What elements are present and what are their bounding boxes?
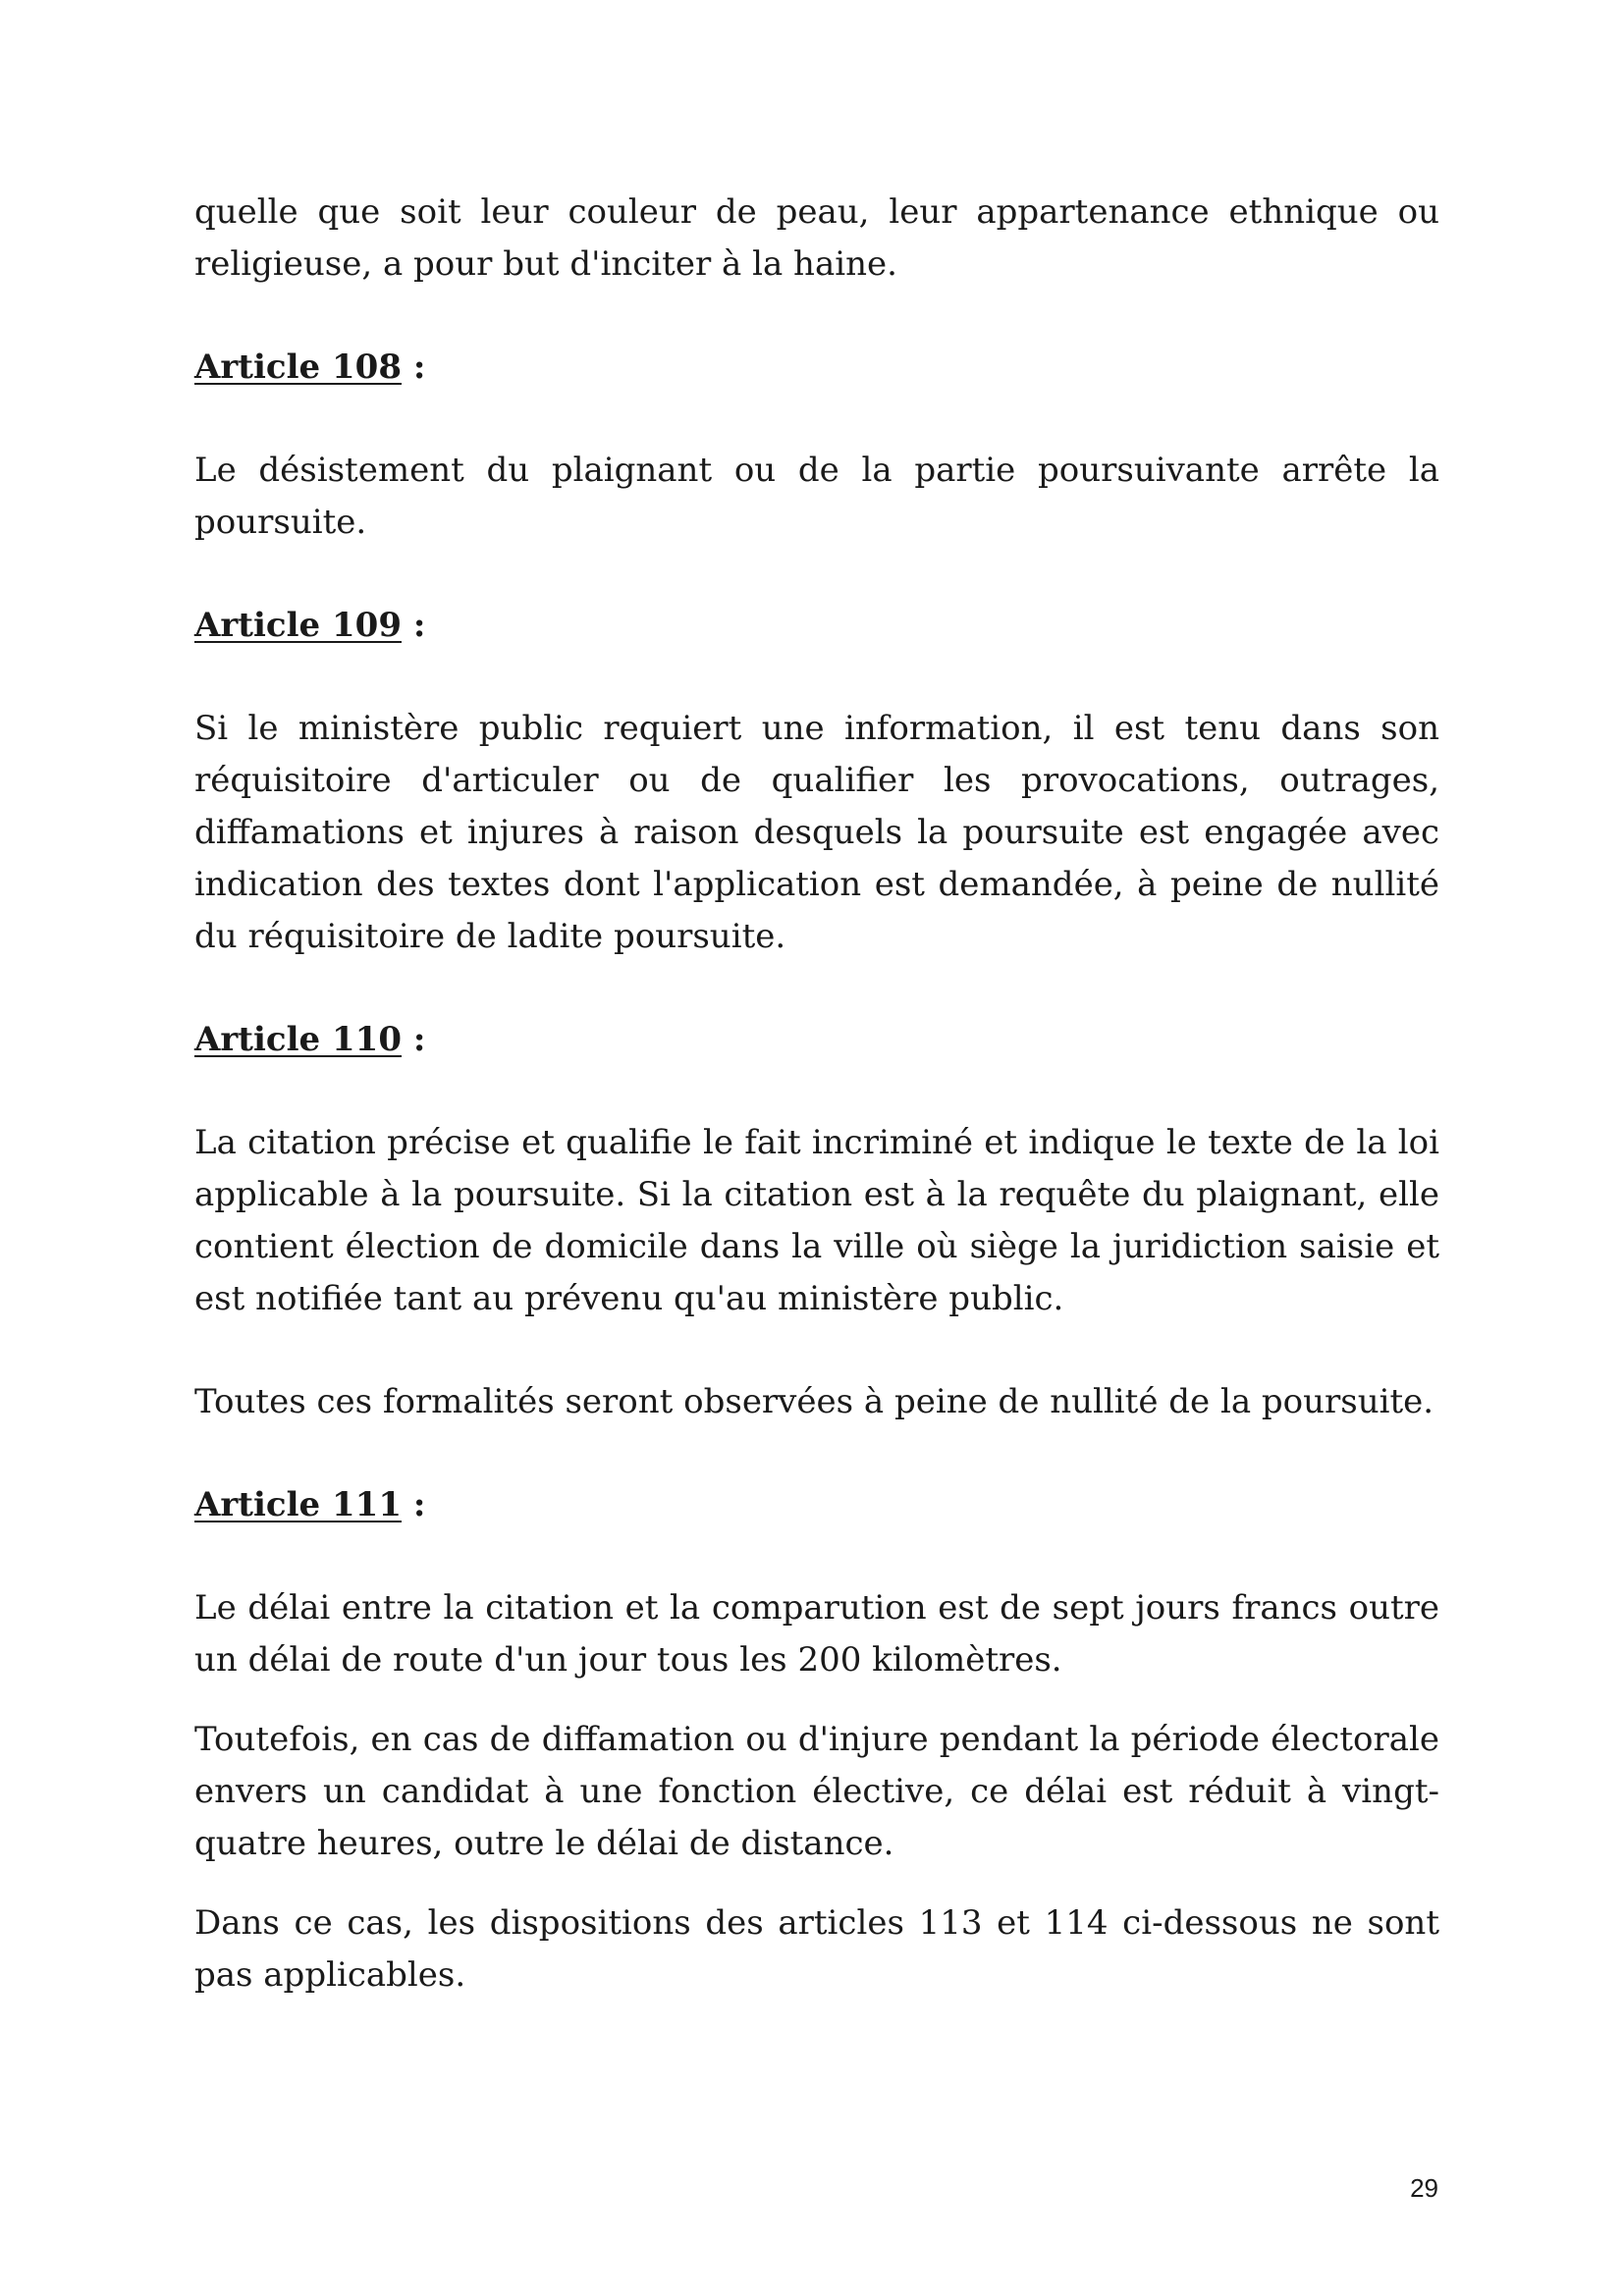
article-108-paragraph-1: Le désistement du plaignant ou de la partie poursuivante arrête la poursuite.	[194, 451, 1439, 542]
article-109-label: Article 109	[194, 606, 402, 645]
article-110-label: Article 110	[194, 1020, 402, 1059]
intro-paragraph: quelle que soit leur couleur de peau, leur appartenance ethnique ou religieuse, a pour but d'inciter à la haine.	[194, 192, 1439, 284]
page-number: 29	[1410, 2173, 1438, 2203]
article-111-heading	[194, 1479, 1439, 1531]
article-110-paragraph-2: Toutes ces formalités seront observées à peine de nullité de la poursuite.	[194, 1382, 1434, 1421]
article-111-label: Article 111	[194, 1485, 402, 1524]
article-109-heading	[194, 600, 1439, 652]
article-110-colon: :	[401, 1020, 426, 1059]
article-111-paragraph-2: Toutefois, en cas de diffamation ou d'injure pendant la période électorale envers un candidat à une fonction élective, ce délai est réduit à vingt-quatre heures, outre le délai de distance.	[194, 1720, 1439, 1863]
article-108-label: Article 108	[194, 347, 402, 387]
article-111-paragraph-3: Dans ce cas, les dispositions des articles 113 et 114 ci-dessous ne sont pas applicables.	[194, 1903, 1439, 1995]
article-109-colon: :	[401, 606, 426, 645]
article-110-heading	[194, 1014, 1439, 1066]
page-content	[194, 187, 1439, 2002]
article-108-colon: :	[401, 347, 426, 387]
article-111-colon: :	[401, 1485, 426, 1524]
article-109-paragraph-1: Si le ministère public requiert une information, il est tenu dans son réquisitoire d'articuler ou de qualifier les provocations, outrages, diffamations et injures à raison desquels la poursuite est engagée avec indication des textes dont l'application est demandée, à peine de nullité du réquisitoire de ladite poursuite.	[194, 709, 1439, 956]
article-111-paragraph-1: Le délai entre la citation et la comparution est de sept jours francs outre un délai de route d'un jour tous les 200 kilomètres.	[194, 1588, 1439, 1680]
article-110-paragraph-1: La citation précise et qualifie le fait incriminé et indique le texte de la loi applicable à la poursuite. Si la citation est à la requête du plaignant, elle contient élection de domicile dans la ville où siège la juridiction saisie et est notifiée tant au prévenu qu'au ministère public.	[194, 1123, 1439, 1318]
article-108-heading	[194, 342, 1439, 394]
